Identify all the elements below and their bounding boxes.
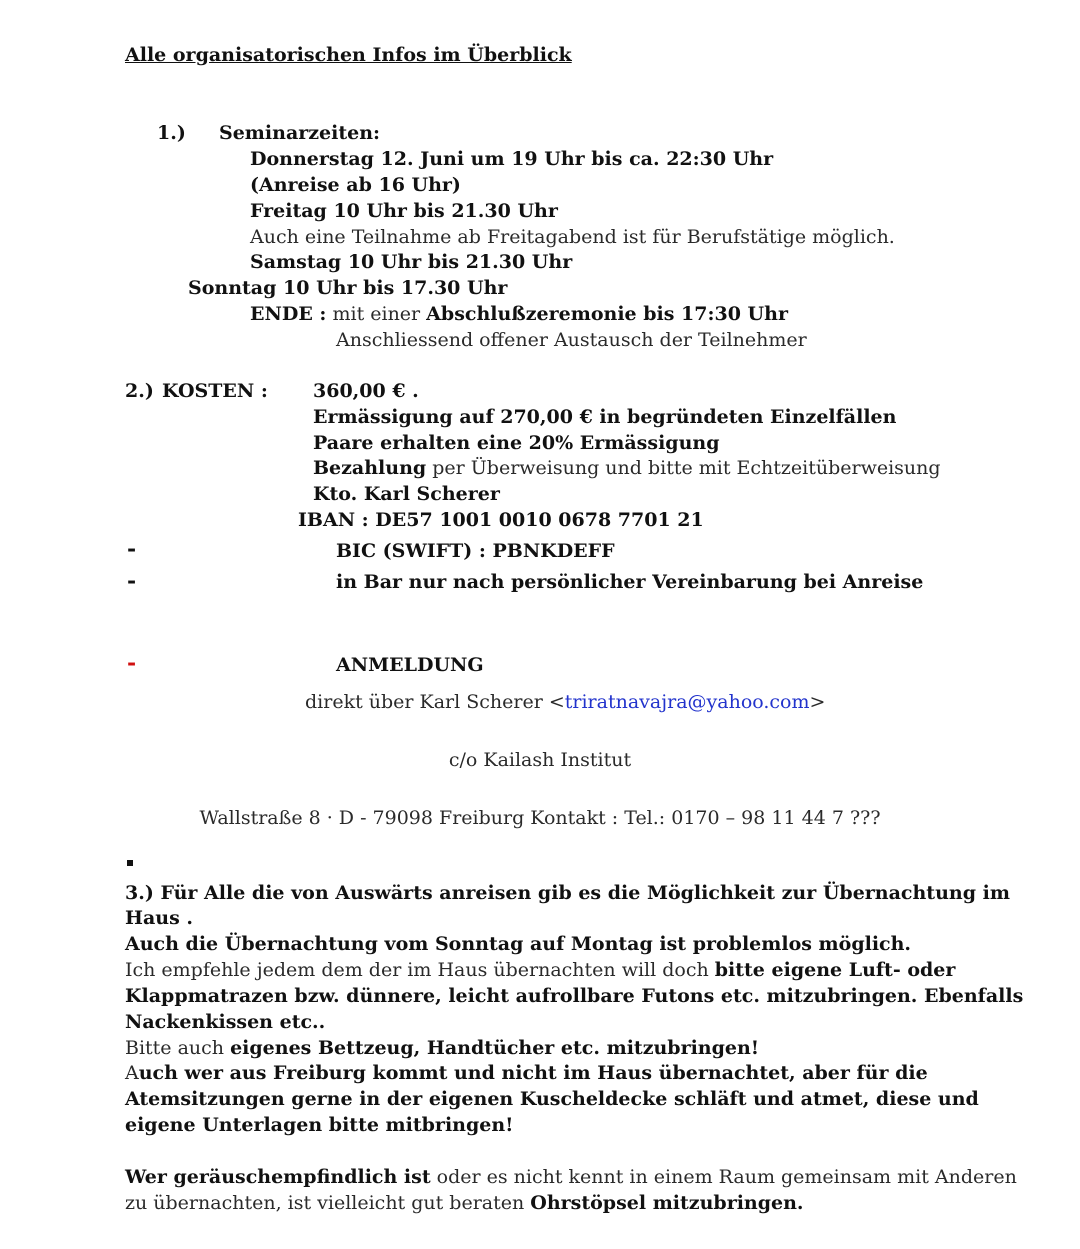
section-3-line-5: Klappmatrazen bzw. dünnere, leicht aufrollbare Futons etc. mitzubringen. Ebenfalls xyxy=(125,985,1024,1007)
payment-method: per Überweisung und bitte mit Echtzeitüberweisung xyxy=(426,457,941,479)
earplugs-bold: Ohrstöpsel mitzubringen. xyxy=(530,1192,804,1214)
page-title: Alle organisatorischen Infos im Überblick xyxy=(125,44,572,66)
bullet-square xyxy=(127,860,133,866)
earplugs-text: zu übernachten, ist vielleicht gut beraten xyxy=(125,1192,531,1214)
schedule-arrival: (Anreise ab 16 Uhr) xyxy=(250,174,461,196)
section-3-line-9: Atemsitzungen gerne in der eigenen Kuscheldecke schläft und atmet, diese und xyxy=(125,1088,979,1110)
email-link[interactable]: triratnavajra@yahoo.com xyxy=(564,691,810,713)
bedding-bold: eigenes Bettzeug, Handtücher etc. mitzubringen! xyxy=(230,1037,760,1059)
iban: IBAN : DE57 1001 0010 0678 7701 21 xyxy=(298,509,704,531)
registration-contact xyxy=(305,689,825,715)
end-connector: mit einer xyxy=(326,303,427,325)
schedule-exchange: Anschliessend offener Austausch der Teilnehmer xyxy=(336,329,807,351)
section-1-number: 1.) xyxy=(157,122,186,144)
section-3-line-3: Auch die Übernachtung vom Sonntag auf Montag ist problemlos möglich. xyxy=(125,933,912,955)
section-1-title: Seminarzeiten: xyxy=(219,122,381,144)
payment-label: Bezahlung xyxy=(313,457,427,479)
noise-bold: Wer geräuschempfindlich ist xyxy=(125,1166,431,1188)
section-2-number: 2.) xyxy=(125,380,154,402)
email-bracket-open: < xyxy=(548,691,565,713)
address-contact: Wallstraße 8 · D - 79098 Freiburg Kontakt : Tel.: 0170 – 98 11 44 7 ??? xyxy=(199,807,881,829)
schedule-end xyxy=(250,301,788,327)
registration-direct: direkt über Karl Scherer xyxy=(305,691,549,713)
bic: BIC (SWIFT) : PBNKDEFF xyxy=(336,540,615,562)
section-3-line-4 xyxy=(125,957,955,983)
section-2-title: KOSTEN : xyxy=(162,380,268,402)
list-dash-red: - xyxy=(127,650,137,676)
line-8-initial: A xyxy=(125,1062,139,1084)
payment-line xyxy=(313,455,941,481)
couples-discount: Paare erhalten eine 20% Ermässigung xyxy=(313,432,720,454)
section-3-line-11 xyxy=(125,1164,1017,1190)
line-8-rest: uch wer aus Freiburg kommt und nicht im Haus übernachtet, aber für die xyxy=(138,1062,928,1084)
noise-text: oder es nicht kennt in einem Raum gemeinsam mit Anderen xyxy=(430,1166,1017,1188)
section-3-line-12 xyxy=(125,1190,804,1216)
price: 360,00 € . xyxy=(313,380,419,402)
section-3-line-8 xyxy=(125,1060,928,1086)
section-3-line-10: eigene Unterlagen bitte mitbringen! xyxy=(125,1114,514,1136)
list-dash: - xyxy=(127,536,137,562)
bedding-intro: Bitte auch xyxy=(125,1037,231,1059)
discount-line: Ermässigung auf 270,00 € in begründeten Einzelfällen xyxy=(313,406,897,428)
schedule-friday: Freitag 10 Uhr bis 21.30 Uhr xyxy=(250,200,558,222)
section-3-line-2: Haus . xyxy=(125,907,194,929)
end-label: ENDE : xyxy=(250,303,327,325)
section-3-line-7 xyxy=(125,1035,759,1061)
end-ceremony: Abschlußzeremonie bis 17:30 Uhr xyxy=(426,303,788,325)
recommend-bold: bitte eigene Luft- oder xyxy=(714,959,956,981)
schedule-friday-note: Auch eine Teilnahme ab Freitagabend ist für Berufstätige möglich. xyxy=(250,226,895,248)
section-3-line-1: 3.) Für Alle die von Auswärts anreisen gib es die Möglichkeit zur Übernachtung im xyxy=(125,882,1010,904)
schedule-saturday: Samstag 10 Uhr bis 21.30 Uhr xyxy=(250,251,573,273)
recommend-text: Ich empfehle jedem dem der im Haus übernachten will doch xyxy=(125,959,715,981)
list-dash: - xyxy=(127,568,137,594)
care-of: c/o Kailash Institut xyxy=(448,749,632,771)
email-bracket-close: > xyxy=(809,691,826,713)
registration-title: ANMELDUNG xyxy=(336,654,484,676)
account-holder: Kto. Karl Scherer xyxy=(313,483,500,505)
cash-payment: in Bar nur nach persönlicher Vereinbarung bei Anreise xyxy=(336,571,924,593)
schedule-thursday: Donnerstag 12. Juni um 19 Uhr bis ca. 22:30 Uhr xyxy=(250,148,774,170)
section-3-line-6: Nackenkissen etc.. xyxy=(125,1011,326,1033)
schedule-sunday: Sonntag 10 Uhr bis 17.30 Uhr xyxy=(188,277,508,299)
